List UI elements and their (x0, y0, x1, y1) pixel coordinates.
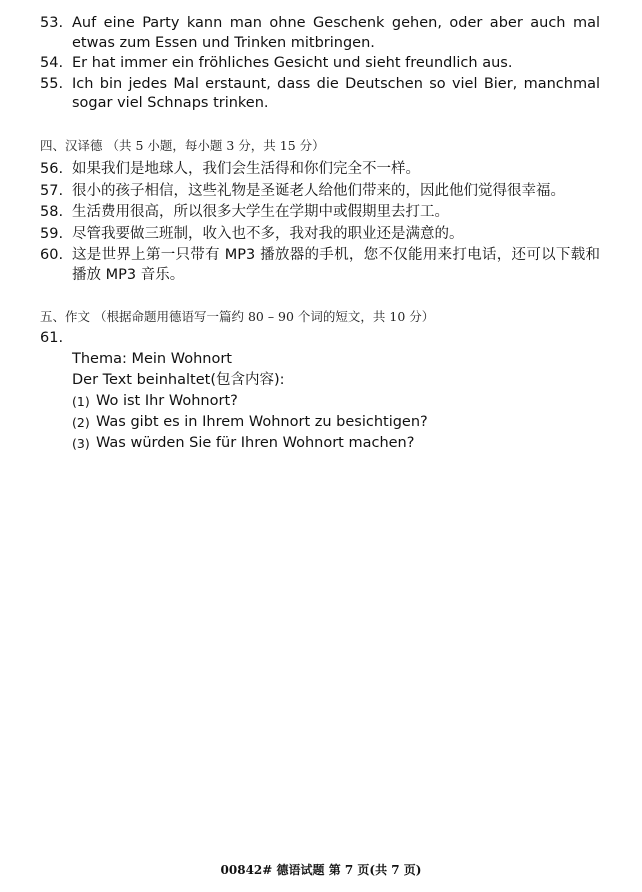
essay-question-2 (72, 412, 592, 433)
question-55 (40, 75, 600, 114)
essay-question-3 (72, 433, 592, 454)
essay-question-mark: (1) (72, 394, 90, 409)
question-number: 61. (40, 330, 64, 346)
page-footer: 00842# 德语试题 第 7 页(共 7 页) (220, 863, 422, 877)
essay-question-text: Wo ist Ihr Wohnort? (96, 393, 238, 409)
chinese-translation-items (40, 160, 600, 287)
question-60 (40, 246, 600, 285)
question-text: 生活费用很高，所以很多大学生在学期中或假期里去打工。 (72, 204, 449, 220)
question-53 (40, 14, 600, 53)
question-text: 很小的孩子相信，这些礼物是圣诞老人给他们带来的，因此他们觉得很幸福。 (72, 182, 565, 199)
question-number: 53. (40, 15, 64, 31)
german-translation-items (40, 14, 600, 115)
question-number: 55. (40, 75, 64, 92)
question-number: 54. (40, 55, 64, 71)
question-number: 57. (40, 182, 64, 199)
question-text: Ich bin jedes Mal erstaunt, dass die Deutschen so viel Bier, manchmal sogar viel Schnaps trinken. (72, 75, 600, 111)
essay-question-1 (72, 391, 592, 412)
question-57 (40, 182, 600, 202)
essay-intro: Der Text beinhaltet(包含内容): (72, 372, 285, 388)
question-number: 60. (40, 247, 64, 263)
question-number: 58. (40, 204, 64, 220)
question-text: 这是世界上第一只带有 MP3 播放器的手机，您不仅能用来打电话，还可以下载和播放 MP3 音乐。 (72, 247, 600, 283)
question-text: 如果我们是地球人，我们会生活得和你们完全不一样。 (72, 161, 420, 177)
section-5-heading: 五、作文 （根据命题用德语写一篇约 80 – 90 个词的短文，共 10 分） (40, 309, 435, 324)
essay-question-mark: (2) (72, 415, 90, 430)
essay-question-mark: (3) (72, 436, 90, 451)
question-61-number-row (40, 329, 600, 349)
question-61-spacer (72, 329, 600, 349)
question-54 (40, 54, 600, 74)
question-59 (40, 225, 600, 245)
question-number: 59. (40, 225, 64, 242)
essay-question-text: Was gibt es in Ihrem Wohnort zu besichtigen? (96, 414, 428, 430)
question-text: 尽管我要做三班制，收入也不多，我对我的职业还是满意的。 (72, 225, 464, 242)
question-text: Er hat immer ein fröhliches Gesicht und sieht freundlich aus. (72, 55, 513, 71)
section-4-heading: 四、汉译德 （共 5 小题，每小题 3 分，共 15 分） (40, 138, 325, 153)
essay-question-text: Was würden Sie für Ihren Wohnort machen? (96, 435, 415, 451)
question-56 (40, 160, 600, 180)
question-61 (40, 329, 600, 349)
essay-prompt (72, 349, 592, 454)
question-58 (40, 203, 600, 223)
question-text: Auf eine Party kann man ohne Geschenk gehen, oder aber auch mal etwas zum Essen und Trinken mitbringen. (72, 15, 600, 51)
question-number: 56. (40, 161, 64, 177)
essay-theme: Thema: Mein Wohnort (72, 351, 232, 367)
